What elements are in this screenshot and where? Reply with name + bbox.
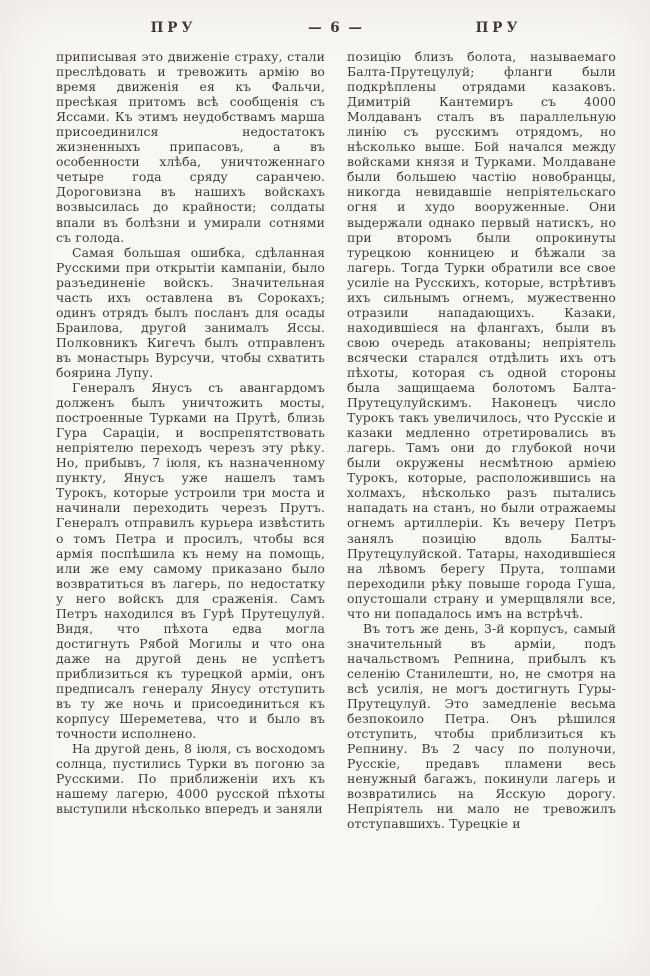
text-column-right (347, 49, 616, 831)
running-title-right: ПРУ (475, 20, 522, 36)
paragraph: На другой день, 8 іюля, съ восходомъ солнца, пустились Турки въ погоню за Русскими. По приближеніи ихъ къ нашему лагерю, 4000 русской пѣхоты выступили нѣсколько впередъ и заняли (56, 741, 325, 817)
paragraph: Самая большая ошибка, сдѣланная Русскими при открытіи кампаніи, было разъединеніе войскъ. Значительная часть ихъ оставлена въ Сорокахъ; одинъ отрядъ былъ посланъ для осады Браилова, другой занималъ Яссы. Полковникъ Кигечъ былъ отправленъ въ монастырь Вурсучи, чтобы схватить боярина Лупу. (56, 244, 325, 380)
page-header (56, 20, 616, 36)
page-number: — 6 — (308, 20, 364, 36)
paragraph: приписывая это движеніе страху, стали преслѣдовать и тревожить армію во время движенія ея къ Фальчи, пресѣкая притомъ всѣ сообщенія съ Яссами. Къ этимъ неудобствамъ марша присоединился недостатокъ жизненныхъ припасовъ, а въ особенности хлѣба, уничтоженнаго четыре года сряду саранчею. Дороговизна въ нашихъ войскахъ возвысилась до крайности; солдаты впали въ болѣзни и умирали сотнями съ голода. (56, 49, 325, 245)
text-block (56, 20, 616, 831)
paragraph: позицію близъ болота, называемаго Балта-Прутецулуй; фланги были подкрѣплены отрядами казаковъ. Димитрій Кантемиръ съ 4000 Молдаванъ сталъ въ параллельную линію съ русскимъ отрядомъ, но нѣсколько выше. Бой начался между войсками князя и Турками. Молдаване были большею частію новобранцы, никогда невидавшіе непріятельскаго огня и худо вооруженные. Они выдержали однако первый натискъ, но при второмъ были опрокинуты турецкою конницею и бѣжали за лагерь. Тогда Турки обратили все свое усиліе на Русскихъ, которые, встрѣтивъ ихъ сильнымъ огнемъ, мужественно отразили нападающихъ. Казаки, находившіеся на флангахъ, были въ свою очередь атакованы; непріятель всячески старался отдѣлить ихъ отъ пѣхоты, которая съ одной стороны была защищаема болотомъ Балта-Прутецулуйскимъ. Наконецъ число Турокъ такъ увеличилось, что Русскіе и казаки медленно отретировались въ лагерь. Тамъ они до глубокой ночи были окружены несмѣтною арміею Турокъ, которые, расположившись на холмахъ, нѣсколько разъ пытались нападать на станъ, но были отражаемы огнемъ артиллеріи. Къ вечеру Петръ занялъ позицію вдоль Балты-Прутецулуйской. Татары, находившіеся на лѣвомъ берегу Прута, толпами переходили рѣку повыше города Гуша, опустошали страну и умерщвляли все, что ни попадалось имъ на встрѣчѣ. (347, 49, 616, 621)
text-column-left (56, 49, 325, 831)
running-title-left: ПРУ (150, 20, 197, 36)
paragraph: Въ тотъ же день, 3-й корпусъ, самый значительный въ арміи, подъ начальствомъ Репнина, прибылъ къ селенію Станилешти, но, не смотря на всѣ усилія, не могъ достигнуть Гуры-Прутецулуй. Это замедленіе весьма безпокоило Петра. Онъ рѣшился отступить, чтобы приблизиться къ Репнину. Въ 2 часу по полуночи, Русскіе, предавъ пламени весь ненужный багажъ, покинули лагерь и возвратились на Ясскую дорогу. Непріятель ни мало не тревожилъ отступавшихъ. Турецкіе и (347, 620, 616, 832)
two-column-text (56, 49, 616, 831)
paragraph: Генералъ Янусъ съ авангардомъ долженъ былъ уничтожить мосты, построенные Турками на Прутѣ, близь Гура Сараціи, и воспрепятствовать непріятелю переходъ черезъ эту рѣку. Но, прибывъ, 7 іюля, къ назначенному пункту, Янусъ уже нашелъ тамъ Турокъ, которые устроили три моста и начинали переходить черезъ Прутъ. Генералъ отправилъ курьера извѣстить о томъ Петра и просилъ, чтобы вся армія поспѣшила къ нему на помощь, или же ему самому приказано было возвратиться въ лагерь, по недостатку у него войскъ для сраженія. Самъ Петръ находился въ Гурѣ Прутецулуй. Видя, что пѣхота едва могла достигнуть Рябой Могилы и что она даже на другой день не успѣетъ приблизиться къ турецкой арміи, онъ предписалъ генералу Янусу отступить въ ту же ночь и присоединиться къ корпусу Шереметева, что и было въ точности исполнено. (56, 380, 325, 742)
